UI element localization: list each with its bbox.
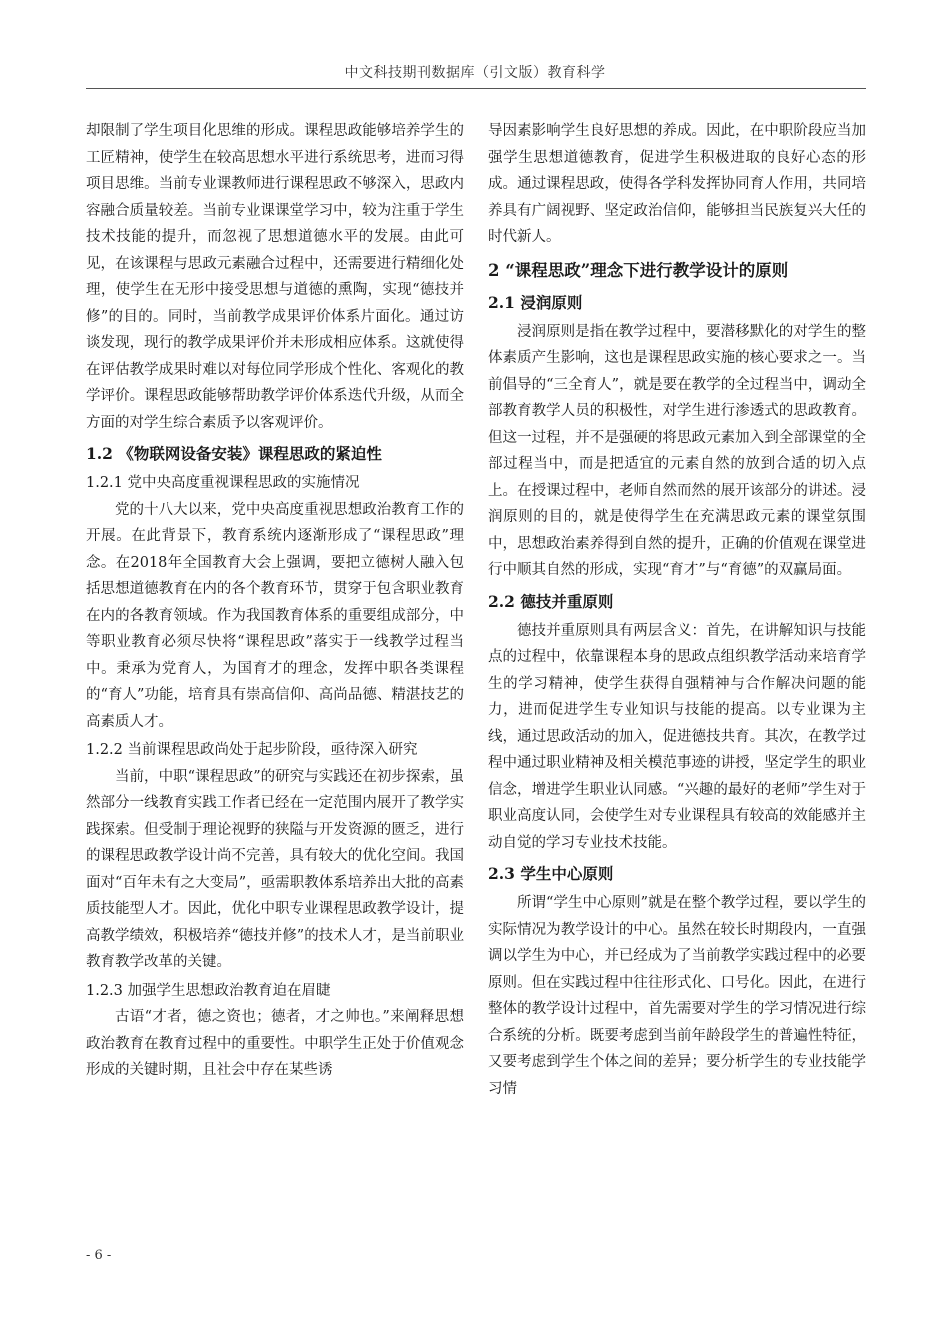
paragraph-continued: 导因素影响学生良好思想的养成。因此，在中职阶段应当加强学生思想道德教育，促进学生积极进取的良好心态的形成。通过课程思政，使得各学科发挥协同育人作用，共同培养具有广阔视野、坚定政治信仰，能够担当民族复兴大任的时代新人。 — [488, 123, 866, 245]
section-heading-2-3: 2.3 学生中心原则 — [488, 864, 614, 883]
paragraph-1-2-1: 党的十八大以来，党中央高度重视思想政治教育工作的开展。在此背景下，教育系统内逐渐形成了“课程思政”理念。在2018年全国教育大会上强调，要把立德树人融入包括思想道德教育在内的各个教育环节，贯穿于包含职业教育在内的各教育领域。作为我国教育体系的重要组成部分，中等职业教育必须尽快将“课程思政”落实于一线教学过程当中。秉承为党育人，为国育才的理念，发挥中职各类课程的“育人”功能，培育具有崇高信仰、高尚品德、精湛技艺的高素质人才。 — [86, 501, 464, 730]
subsection-heading-1-2-2: 1.2.2 当前课程思政尚处于起步阶段，亟待深入研究 — [86, 742, 418, 758]
paragraph-1-2-2: 当前，中职“课程思政”的研究与实践还在初步探索，虽然部分一线教育实践工作者已经在一定范围内展开了教学实践探索。但受制于理论视野的狭隘与开发资源的匮乏，进行的课程思政教学设计尚不完善，具有较大的优化空间。我国面对“百年未有之大变局”，亟需职教体系培养出大批的高素质技能型人才。因此，优化中职专业课程思政教学设计，提高教学绩效，积极培养“德技并修”的技术人才，是当前职业教育教学改革的关键。 — [86, 768, 464, 970]
paragraph-2-3: 所谓“学生中心原则”就是在整个教学过程，要以学生的实际情况为教学设计的中心。虽然在较长时期段内，一直强调以学生为中心，并已经成为了当前教学实践过程中的必要原则。但在实践过程中往往形式化、口号化。因此，在进行整体的教学设计过程中，首先需要对学生的学习情况进行综合系统的分析。既要考虑到当前年龄段学生的普遍性特征，又要考虑到学生个体之间的差异；要分析学生的专业技能学习情 — [488, 895, 866, 1097]
paragraph-2-2: 德技并重原则具有两层含义：首先，在讲解知识与技能点的过程中，依靠课程本身的思政点组织教学活动来培育学生的学习精神，使学生获得自强精神与合作解决问题的能力，进而促进学生专业知识与技能的提高。以专业课为主线，通过思政活动的加入，促进德技共育。其次，在教学过程中通过职业精神及相关模范事迹的讲授，坚定学生的职业信念，增进学生职业认同感。“兴趣的最好的老师”学生对于职业高度认同，会使学生对专业课程具有较高的效能感并主动自觉的学习专业技术技能。 — [488, 622, 866, 851]
section-heading-2: 2 “课程思政”理念下进行教学设计的原则 — [488, 260, 789, 280]
paragraph-2-1: 浸润原则是指在教学过程中，要潜移默化的对学生的整体素质产生影响，这也是课程思政实施的核心要求之一。当前倡导的“三全育人”，就是要在教学的全过程当中，调动全部教育教学人员的积极性，对学生进行渗透式的思政教育。但这一过程，并不是强硬的将思政元素加入到全部课堂的全部过程当中，而是把适宜的元素自然的放到合适的切入点上。在授课过程中，老师自然而然的展开该部分的讲述。浸润原则的目的，就是使得学生在充满思政元素的课堂氛围中，思想政治素养得到自然的提升，正确的价值观在课堂进行中顺其自然的形成，实现“育才”与“育德”的双赢局面。 — [488, 323, 866, 578]
section-heading-1-2: 1.2 《物联网设备安装》课程思政的紧迫性 — [86, 444, 382, 463]
header-rule — [86, 88, 866, 89]
section-heading-2-2: 2.2 德技并重原则 — [488, 591, 614, 611]
section-heading-2-1: 2.1 浸润原则 — [488, 292, 583, 312]
paragraph-continued: 却限制了学生项目化思维的形成。课程思政能够培养学生的工匠精神，使学生在较高思想水平进行系统思考，进而习得项目思维。当前专业课教师进行课程思政不够深入，思政内容融合质量较差。当前专业课课堂学习中，较为注重于学生技术技能的提升，而忽视了思想道德水平的发展。由此可见，在该课程与思政元素融合过程中，还需要进行精细化处理，使学生在无形中接受思想与道德的熏陶，实现“德技并修”的目的。同时，当前教学成果评价体系片面化。通过访谈发现，现行的教学成果评价并未形成相应体系。这就使得在评估教学成果时难以对每位同学形成个性化、客观化的教学评价。课程思政能够帮助教学评价体系迭代升级，从而全方面的对学生综合素质予以客观评价。 — [86, 123, 464, 431]
subsection-heading-1-2-3: 1.2.3 加强学生思想政治教育迫在眉睫 — [86, 982, 331, 999]
subsection-heading-1-2-1: 1.2.1 党中央高度重视课程思政的实施情况 — [86, 475, 360, 491]
left-column — [86, 118, 464, 1084]
right-column — [488, 118, 866, 1102]
running-header: 中文科技期刊数据库（引文版）教育科学 — [344, 65, 606, 81]
page-number: - 6 - — [86, 1248, 112, 1263]
paragraph-1-2-3: 古语“才者，德之资也；德者，才之帅也。”来阐释思想政治教育在教育过程中的重要性。中职学生正处于价值观念形成的关键时期，且社会中存在某些诱 — [86, 1009, 464, 1078]
